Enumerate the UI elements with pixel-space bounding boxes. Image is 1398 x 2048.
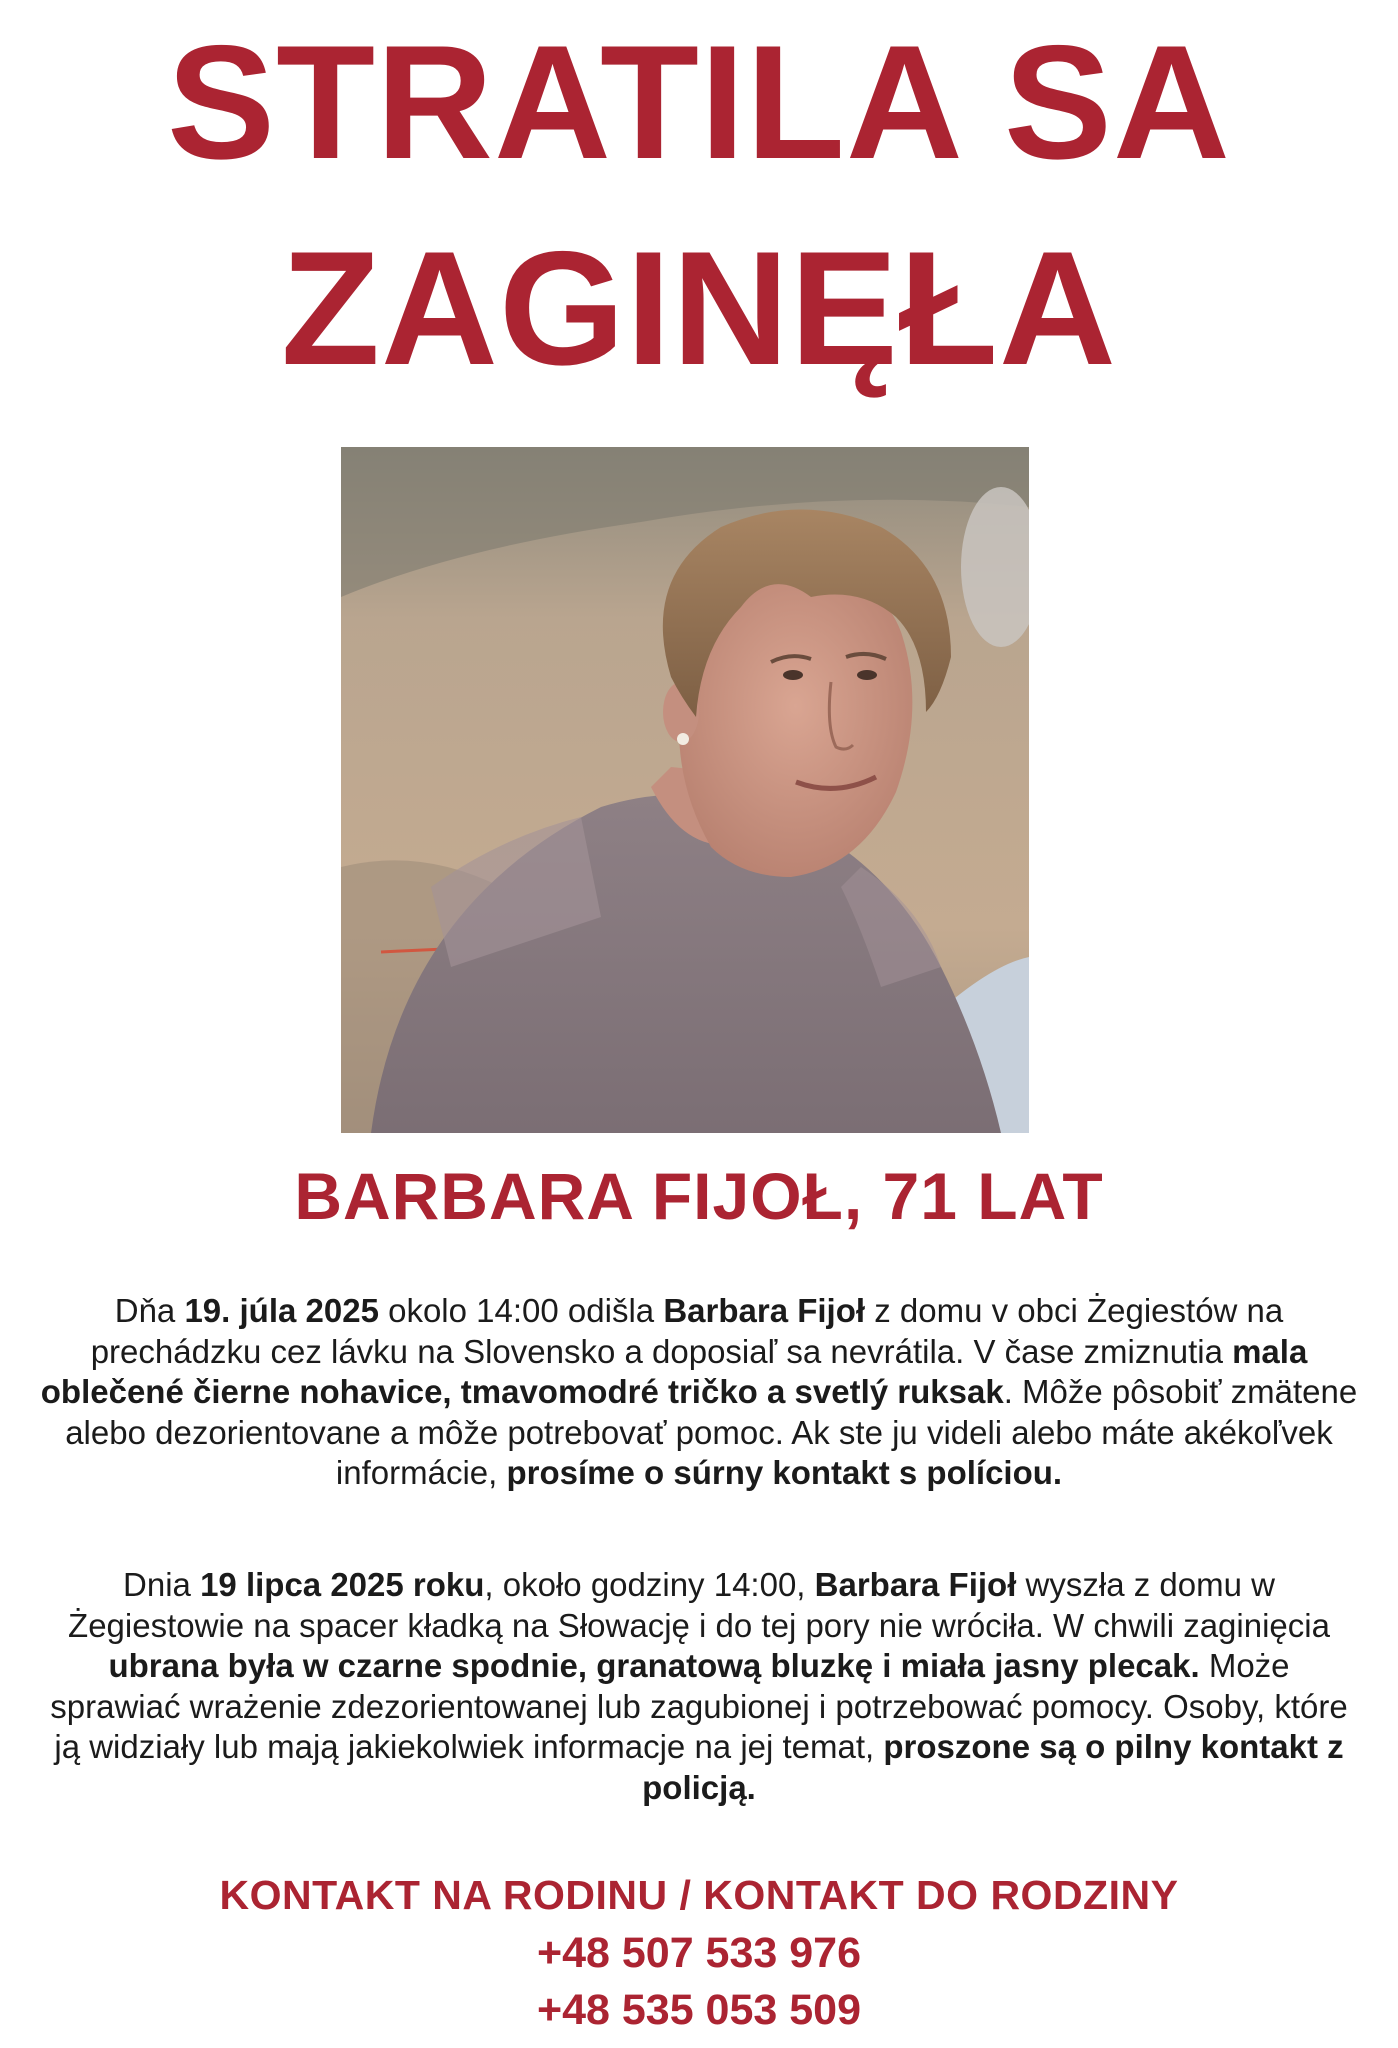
pl-bold-name: Barbara Fijoł (814, 1566, 1017, 1603)
pl-bold-clothing: ubrana była w czarne spodnie, granatową bluzkę i miała jasny plecak. (108, 1647, 1200, 1684)
phone-number-1[interactable]: +48 507 533 976 (536, 1929, 861, 1977)
pl-bold-appeal: proszone są o pilny kontakt z policją. (642, 1728, 1344, 1806)
sk-text-4: . Môže pôsobiť zmätene alebo dezorientovane a môže potrebovať pomoc. Ak ste ju videli alebo máte akékoľvek informácie, (65, 1373, 1358, 1491)
portrait-illustration (341, 447, 1029, 1133)
sk-bold-clothing: mala oblečené čierne nohavice, tmavomodré tričko a svetlý ruksak (40, 1332, 1308, 1410)
sk-text-3: z domu v obci Żegiestów na prechádzku cez lávku na Slovensko a doposiaľ sa nevrátila. V čase zmiznutia (90, 1292, 1284, 1370)
pl-text-1: Dnia (123, 1566, 201, 1603)
phone-number-2[interactable]: +48 535 053 509 (536, 1986, 861, 2034)
headline-line-1: STRATILA SA (167, 12, 1231, 193)
missing-person-photo (341, 447, 1029, 1133)
person-name-age: BARBARA FIJOŁ, 71 LAT (294, 1159, 1104, 1233)
sk-text-1: Dňa (114, 1292, 185, 1329)
sk-bold-name: Barbara Fijoł (663, 1292, 866, 1329)
description-polish (40, 1565, 1358, 1808)
pl-text-3: wyszła z domu w Żegiestowie na spacer kładką na Słowację i do tej pory nie wróciła. W chwili zaginięcia (68, 1566, 1330, 1644)
contact-title: KONTAKT NA RODINU / KONTAKT DO RODZINY (219, 1872, 1179, 1918)
pl-text-4: Może sprawiać wrażenie zdezorientowanej lub zagubionej i potrzebować pomocy. Osoby, które ją widziały lub mają jakiekolwiek informacje na jej temat, (50, 1647, 1348, 1765)
sk-text-2: okolo 14:00 odišla (378, 1292, 664, 1329)
description-slovak (40, 1291, 1358, 1494)
pl-bold-date: 19 lipca 2025 roku (200, 1566, 485, 1603)
sk-bold-date: 19. júla 2025 (184, 1292, 379, 1329)
sk-bold-appeal: prosíme o súrny kontakt s políciou. (506, 1454, 1063, 1491)
pl-text-2: , około godziny 14:00, (484, 1566, 815, 1603)
headline-line-2: ZAGINĘŁA (281, 218, 1117, 399)
